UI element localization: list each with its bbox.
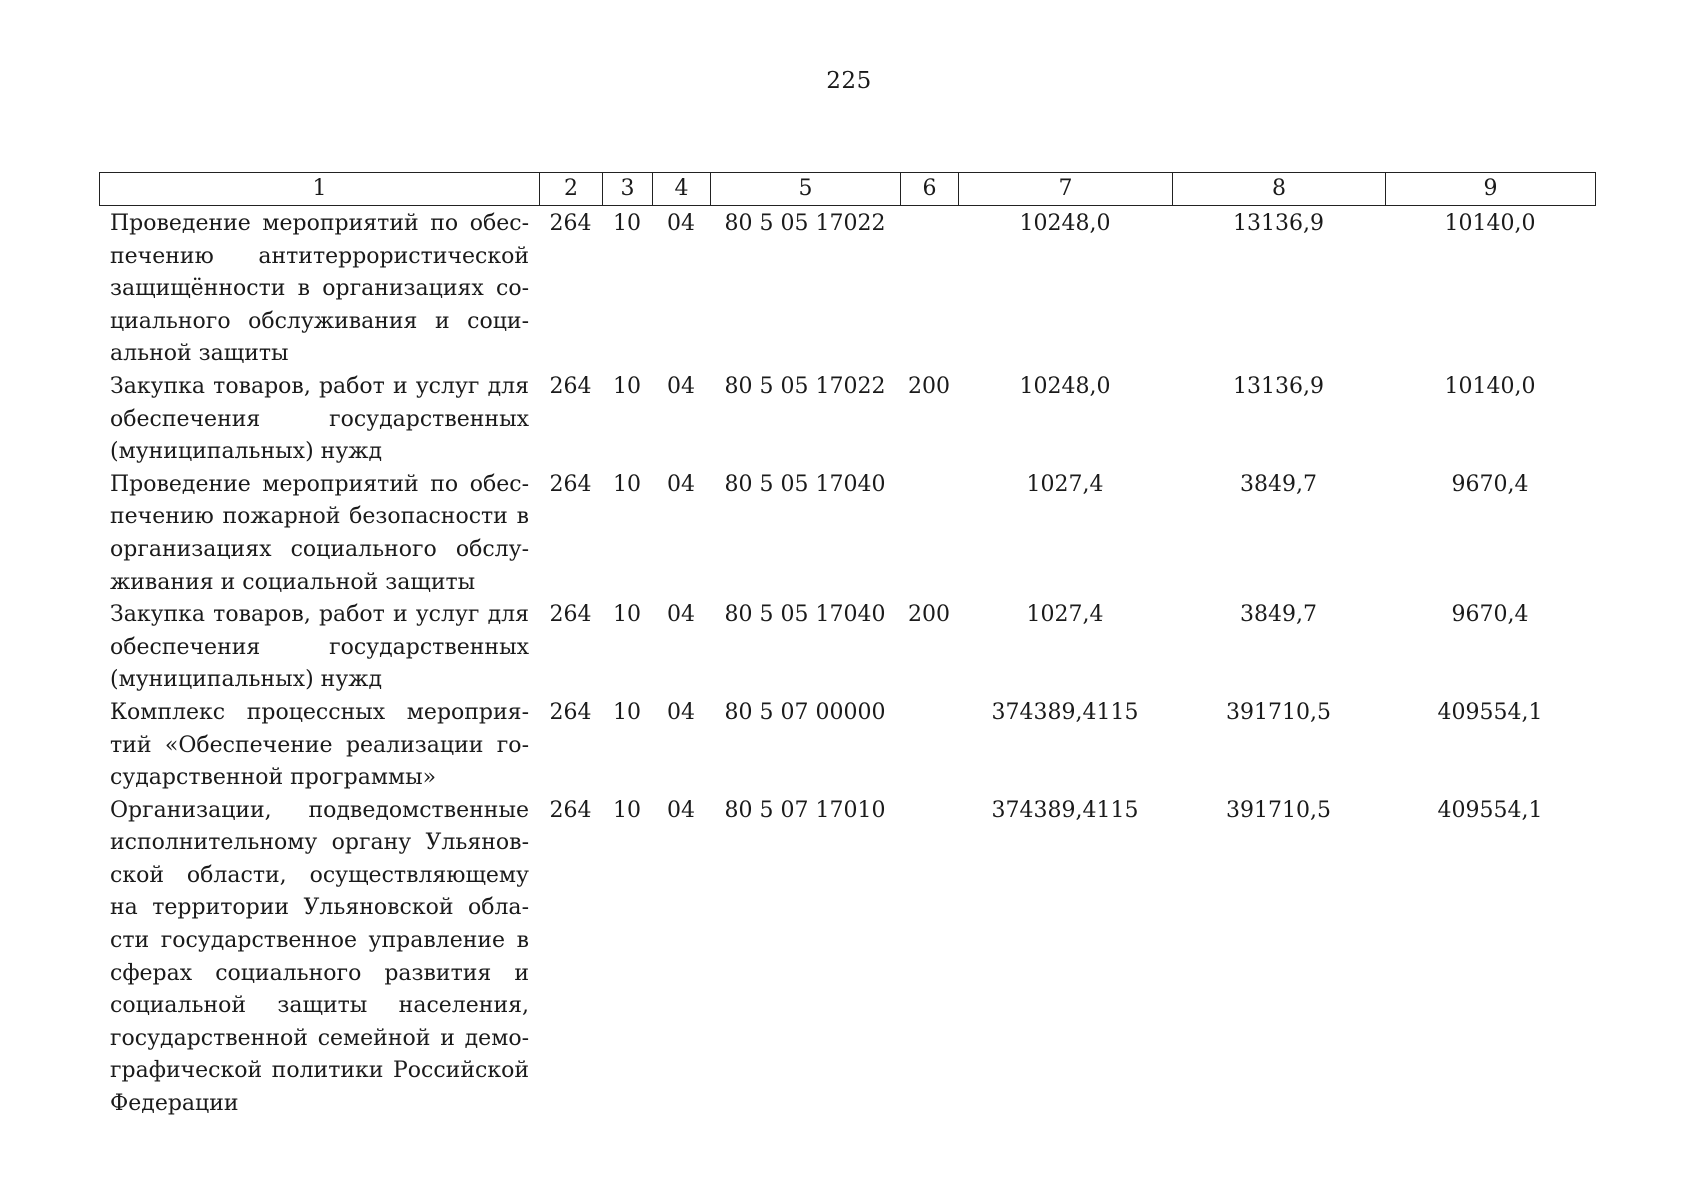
row-cell-col5: 80 5 05 17022 <box>724 373 886 399</box>
row-cell-col2: 264 <box>549 602 592 628</box>
row-cell-col8: 13136,9 <box>1233 211 1324 236</box>
row-cell-col6: 200 <box>908 373 950 399</box>
row-cell-col3: 10 <box>613 699 641 725</box>
row-cell-col6 <box>900 208 958 371</box>
row-cell-col7: 374389,4115 <box>991 797 1139 823</box>
row-cell-col5: 80 5 05 17022 <box>724 211 886 236</box>
header-col-9: 9 <box>1386 173 1596 206</box>
header-col-4: 4 <box>653 173 711 206</box>
header-col-1: 1 <box>100 173 540 206</box>
row-cell-col7: 1027,4 <box>1026 471 1104 497</box>
row-cell-col4: 04 <box>667 699 695 725</box>
table-row <box>99 795 1595 1121</box>
row-cell-col4: 04 <box>667 471 695 497</box>
table-header <box>99 172 1596 206</box>
table-body <box>99 208 1595 1121</box>
row-cell-col4: 04 <box>667 602 695 628</box>
row-cell-col3: 10 <box>613 602 641 628</box>
row-cell-col3: 10 <box>613 797 641 823</box>
row-cell-col9: 9670,4 <box>1451 471 1529 497</box>
table-row <box>99 371 1595 469</box>
row-name-cell: Организации, подведомственные исполнительному органу Ульяновской области, осуществляющему на территории Ульяновской области государственное управление в сферах социального развития и социальной защиты населения, государственной семейной и демографической политики Российской Федерации <box>110 797 529 1117</box>
row-name-cell: Закупка товаров, работ и услуг для обеспечения государственных (муниципальных) нужд <box>110 602 529 693</box>
row-cell-col8: 391710,5 <box>1226 797 1331 823</box>
table-row <box>99 599 1595 697</box>
row-cell-col6: 200 <box>908 602 950 628</box>
table-row <box>99 469 1595 599</box>
row-cell-col3: 10 <box>613 471 641 497</box>
row-cell-col2: 264 <box>549 211 592 236</box>
row-cell-col2: 264 <box>549 373 592 399</box>
row-cell-col8: 391710,5 <box>1226 699 1331 725</box>
row-cell-col6 <box>900 795 958 1121</box>
row-cell-col5: 80 5 05 17040 <box>724 602 886 628</box>
row-cell-col4: 04 <box>667 797 695 823</box>
row-name-cell: Комплекс процессных мероприятий «Обеспечение реализации государственной программы» <box>110 699 529 791</box>
row-cell-col5: 80 5 05 17040 <box>724 471 886 497</box>
header-col-2: 2 <box>540 173 603 206</box>
row-cell-col9: 409554,1 <box>1437 797 1543 823</box>
row-cell-col7: 10248,0 <box>1019 373 1111 399</box>
header-col-8: 8 <box>1173 173 1386 206</box>
table-row <box>99 208 1595 371</box>
header-col-5: 5 <box>711 173 901 206</box>
row-name-cell: Проведение мероприятий по обеспечению антитеррористической защищённости в организациях социального обслуживания и социальной защиты <box>110 211 529 367</box>
row-cell-col6 <box>900 469 958 599</box>
row-cell-col2: 264 <box>549 797 592 823</box>
row-cell-col8: 13136,9 <box>1233 373 1324 399</box>
row-cell-col2: 264 <box>549 471 592 497</box>
row-cell-col6 <box>900 697 958 795</box>
row-cell-col3: 10 <box>613 211 641 236</box>
header-row <box>100 173 1596 206</box>
row-cell-col5: 80 5 07 00000 <box>724 699 886 725</box>
row-name-cell: Проведение мероприятий по обеспечению пожарной безопасности в организациях социального обслуживания и социальной защиты <box>110 471 529 595</box>
row-name-cell: Закупка товаров, работ и услуг для обеспечения государственных (муниципальных) нужд <box>110 373 529 465</box>
header-col-6: 6 <box>901 173 959 206</box>
row-cell-col7: 374389,4115 <box>991 699 1139 725</box>
row-cell-col2: 264 <box>549 699 592 725</box>
row-cell-col9: 10140,0 <box>1444 211 1536 236</box>
row-cell-col7: 1027,4 <box>1026 602 1104 628</box>
header-col-3: 3 <box>603 173 653 206</box>
header-col-7: 7 <box>959 173 1173 206</box>
row-cell-col8: 3849,7 <box>1240 471 1317 497</box>
row-cell-col4: 04 <box>667 211 695 236</box>
row-cell-col9: 10140,0 <box>1444 373 1536 399</box>
table-row <box>99 697 1595 795</box>
page-number: 225 <box>826 68 872 94</box>
row-cell-col3: 10 <box>613 373 641 399</box>
row-cell-col7: 10248,0 <box>1019 211 1111 236</box>
row-cell-col5: 80 5 07 17010 <box>724 797 886 823</box>
row-cell-col9: 9670,4 <box>1451 602 1529 628</box>
row-cell-col9: 409554,1 <box>1437 699 1543 725</box>
row-cell-col8: 3849,7 <box>1240 602 1317 628</box>
row-cell-col4: 04 <box>667 373 695 399</box>
